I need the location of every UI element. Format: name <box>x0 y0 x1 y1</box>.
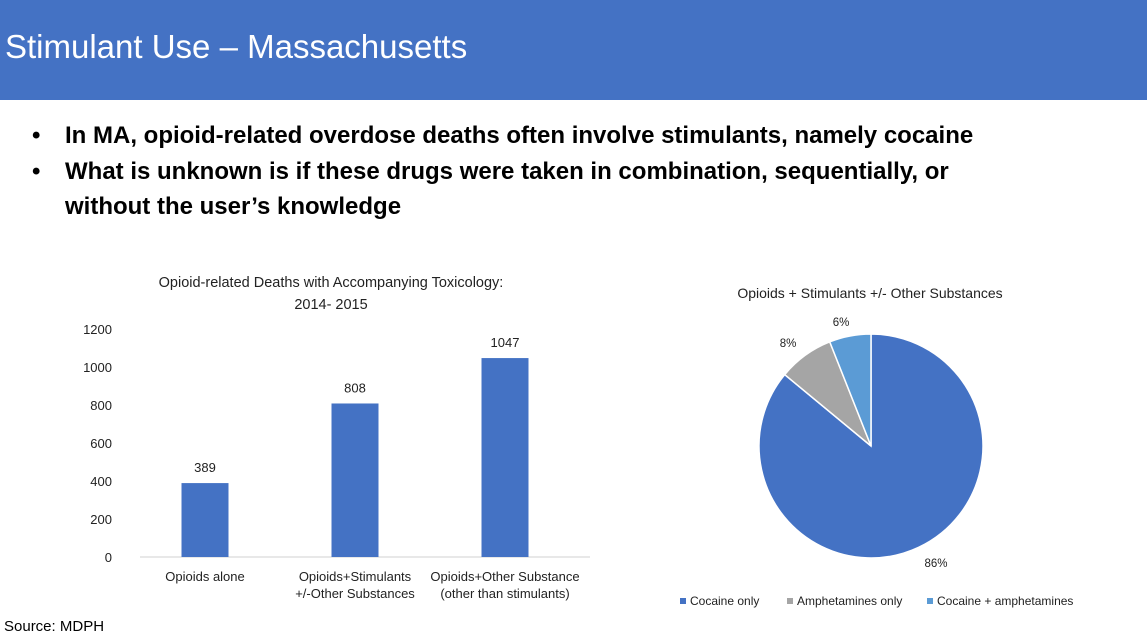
bar <box>482 358 529 557</box>
pie-slice-label: 86% <box>924 558 948 570</box>
chart-title: Opioid-related Deaths with Accompanying Toxicology: <box>158 275 504 291</box>
title-banner <box>0 0 1147 100</box>
chart-title: 2014- 2015 <box>294 297 368 313</box>
y-tick-label: 0 <box>104 550 112 565</box>
x-category-label: (other than stimulants) <box>440 586 570 601</box>
pie-chart <box>660 270 1147 620</box>
legend-label: Cocaine + amphetamines <box>937 594 1074 608</box>
bullet-dot-icon: • <box>32 122 41 149</box>
legend-swatch <box>927 598 933 604</box>
x-category-label: Opioids alone <box>165 569 245 584</box>
bar-value-label: 389 <box>194 460 216 476</box>
bullet-text: In MA, opioid-related overdose deaths often involve stimulants, namely cocaine <box>65 122 974 149</box>
bar <box>182 483 229 557</box>
bullet-text: What is unknown is if these drugs were taken in combination, sequentially, or without the user’s knowledge <box>65 158 949 220</box>
bar-value-label: 808 <box>344 380 366 396</box>
slide-title: Stimulant Use – Massachusetts <box>5 28 468 65</box>
pie-slice-label: 8% <box>779 338 797 350</box>
x-category-label: +/-Other Substances <box>295 586 415 601</box>
bar <box>332 403 379 557</box>
x-category-label: Opioids+Other Substance <box>430 569 580 584</box>
bullet-item <box>32 154 1025 224</box>
legend-label: Cocaine only <box>690 594 760 608</box>
source-note: Source: MDPH <box>4 618 105 635</box>
y-tick-label: 1200 <box>83 322 112 337</box>
pie-slice-label: 6% <box>832 317 850 329</box>
y-tick-label: 400 <box>90 474 112 489</box>
legend-swatch <box>680 598 686 604</box>
bar-chart <box>60 262 620 612</box>
x-category-label: Opioids+Stimulants <box>298 569 412 584</box>
y-tick-label: 200 <box>90 512 112 527</box>
bar-value-label: 1047 <box>490 335 520 351</box>
bullet-dot-icon: • <box>32 158 41 185</box>
chart-title: Opioids + Stimulants +/- Other Substances <box>737 285 1003 301</box>
y-tick-label: 800 <box>90 398 112 413</box>
bullet-item <box>32 118 1065 153</box>
y-tick-label: 600 <box>90 436 112 451</box>
legend-label: Amphetamines only <box>797 594 903 608</box>
y-tick-label: 1000 <box>83 360 112 375</box>
legend-swatch <box>787 598 793 604</box>
